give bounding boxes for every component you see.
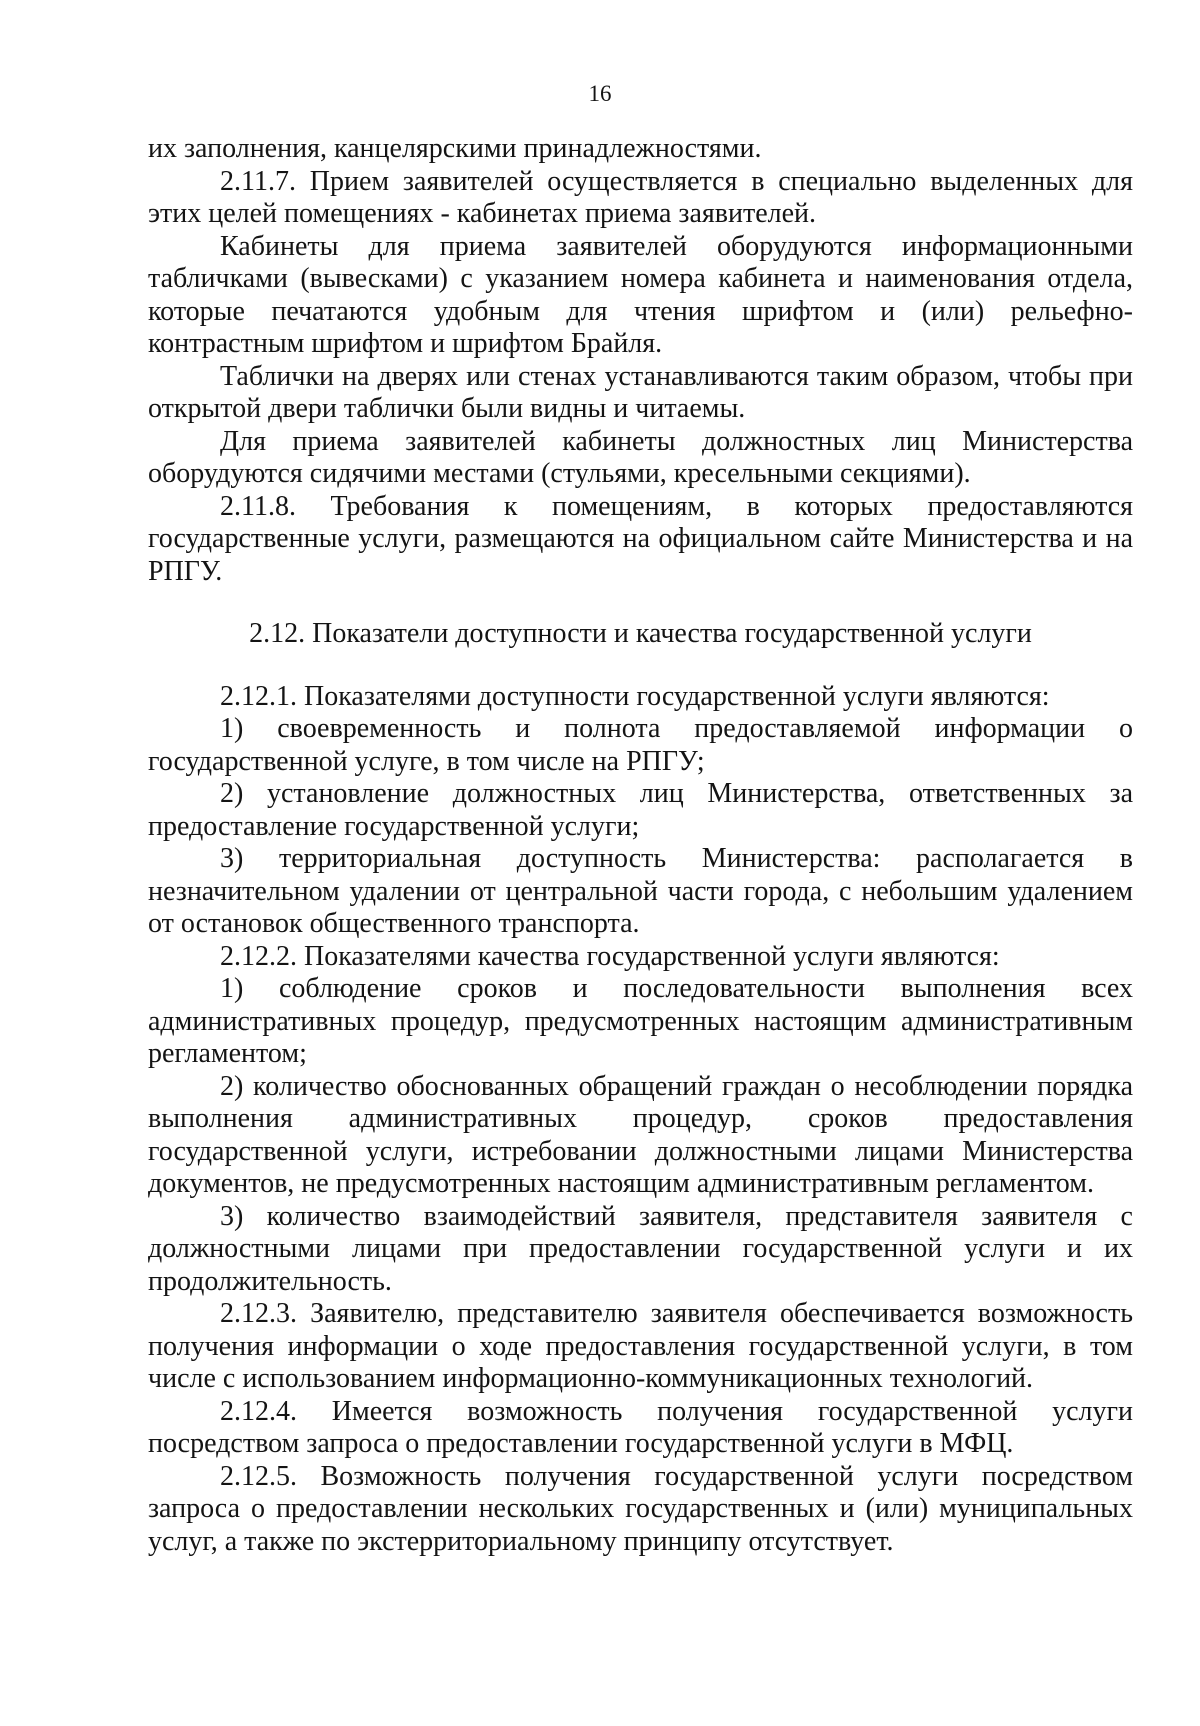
paragraph-accessibility-item-2: 2) установление должностных лиц Министерства, ответственных за предоставление государственной услуги; [148, 778, 1133, 842]
paragraph-2-12-5: 2.12.5. Возможность получения государственной услуги посредством запроса о предоставлении нескольких государственных и (или) муниципальных услуг, а также по экстерриториальному принципу отсутствует. [148, 1460, 1133, 1557]
paragraph-quality-item-3: 3) количество взаимодействий заявителя, представителя заявителя с должностными лицами при предоставлении государственной услуги и их продолжительность. [148, 1200, 1133, 1297]
paragraph-signs-placement: Таблички на дверях или стенах устанавливаются таким образом, чтобы при открытой двери таблички были видны и читаемы. [148, 360, 1133, 424]
paragraph-seating: Для приема заявителей кабинеты должностных лиц Министерства оборудуются сидячими местами (стульями, кресельными секциями). [148, 425, 1133, 489]
paragraph-quality-item-2: 2) количество обоснованных обращений граждан о несоблюдении порядка выполнения административных процедур, сроков предоставления государственной услуги, истребовании должностными лицами Министерства документов, не предусмотренных настоящим административным регламентом. [148, 1070, 1133, 1199]
paragraph-2-12-2: 2.12.2. Показателями качества государственной услуги являются: [220, 940, 1000, 972]
paragraph-continuation: их заполнения, канцелярскими принадлежностями. [148, 133, 762, 164]
paragraph-accessibility-item-1: 1) своевременность и полнота предоставляемой информации о государственной услуге, в том числе на РПГУ; [148, 713, 1133, 777]
document-body [148, 133, 1133, 1558]
paragraph-2-11-8: 2.11.8. Требования к помещениям, в которых предоставляются государственные услуги, размещаются на официальном сайте Министерства и на РПГУ. [148, 490, 1133, 587]
paragraph-quality-item-1: 1) соблюдение сроков и последовательности выполнения всех административных процедур, предусмотренных настоящим административным регламентом; [148, 973, 1133, 1069]
section-heading-2-12: 2.12. Показатели доступности и качества государственной услуги [249, 618, 1032, 649]
paragraph-2-11-7: 2.11.7. Прием заявителей осуществляется в специально выделенных для этих целей помещениях - кабинетах приема заявителей. [148, 165, 1133, 229]
paragraph-cabinets-signs: Кабинеты для приема заявителей оборудуются информационными табличками (вывесками) с указанием номера кабинета и наименования отдела, которые печатаются удобным для чтения шрифтом и (или) рельефно-контрастным шрифтом и шрифтом Брайля. [148, 230, 1133, 359]
paragraph-2-12-3: 2.12.3. Заявителю, представителю заявителя обеспечивается возможность получения информации о ходе предоставления государственной услуги, в том числе с использованием информационно-коммуникационных технологий. [148, 1298, 1133, 1394]
paragraph-2-12-4: 2.12.4. Имеется возможность получения государственной услуги посредством запроса о предоставлении государственной услуги в МФЦ. [148, 1395, 1133, 1459]
paragraph-accessibility-item-3: 3) территориальная доступность Министерства: располагается в незначительном удалении от центральной части города, с небольшим удалением от остановок общественного транспорта. [148, 843, 1133, 939]
page-number: 16 [588, 81, 612, 106]
paragraph-2-12-1: 2.12.1. Показателями доступности государственной услуги являются: [220, 680, 1050, 712]
